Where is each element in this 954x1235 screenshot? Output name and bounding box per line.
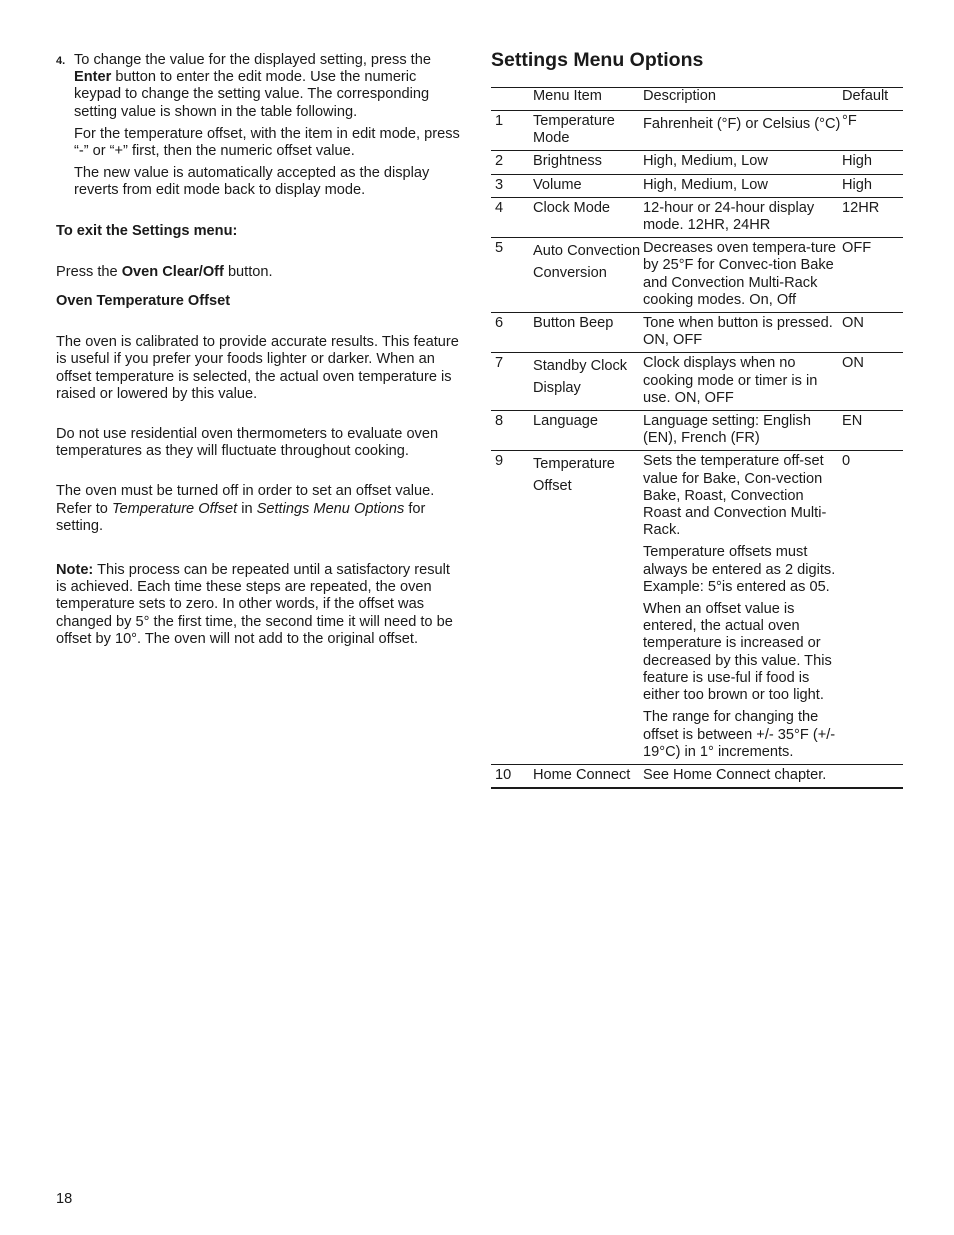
page-number: 18 [56, 1191, 73, 1207]
exit-settings-instruction: Press the Oven Clear/Off button. [56, 263, 273, 280]
row-default: High [842, 176, 873, 193]
offset-paragraph-2: Do not use residential oven thermometers to evaluate oven temperatures as they will fluctuate throughout cooking. [56, 426, 439, 460]
row-description: Clock displays when no cooking mode or timer is in use. ON, OFF [643, 355, 818, 406]
row-number: 9 [495, 453, 504, 470]
row-default: EN [842, 413, 863, 430]
row-menu-item: Brightness [533, 153, 602, 170]
row-description: High, Medium, Low [643, 153, 768, 170]
row-number: 10 [495, 766, 512, 783]
row-description: Language setting: English (EN), French (FR) [643, 413, 811, 447]
row-default: ON [842, 315, 864, 332]
step-4-paragraph-3: The new value is automatically accepted as the display reverts from edit mode back to display mode. [74, 165, 430, 199]
row-default [842, 764, 903, 788]
step-4-paragraph-1: To change the value for the displayed setting, press the Enter button to enter the edit mode. Use the numeric keypad to change the setting value. The corresponding setting value is shown in the table following. [74, 52, 431, 120]
row-menu-item: Volume [533, 176, 582, 193]
row-description: See Home Connect chapter. [643, 766, 827, 783]
table-row [491, 313, 903, 353]
row-number: 3 [495, 176, 504, 193]
table-row [491, 411, 903, 451]
row-menu-item: Temperature Offset [533, 456, 615, 495]
row-default: 12HR [842, 199, 880, 216]
header-number [491, 88, 533, 111]
table-row [491, 111, 903, 151]
row-number: 2 [495, 153, 504, 170]
left-column [56, 52, 462, 653]
offset-paragraph-3: The oven must be turned off in order to set an offset value. Refer to Temperature Offset in Settings Menu Options for setting. [56, 483, 435, 534]
row-menu-item: Button Beep [533, 315, 614, 332]
table-row [491, 174, 903, 197]
row-description: Tone when button is pressed. ON, OFF [643, 315, 833, 349]
table-row [491, 197, 903, 237]
exit-settings-heading: To exit the Settings menu: [56, 222, 238, 239]
row-default: OFF [842, 240, 872, 257]
row-number: 1 [495, 113, 504, 129]
table-row [491, 151, 903, 174]
row-number: 6 [495, 315, 504, 332]
header-description: Description [643, 88, 716, 104]
header-menu-item: Menu Item [533, 88, 602, 104]
row-description: Sets the temperature off-set value for Bake, Con-vection Bake, Roast, Convection Roast and Convection Multi-Rack. Temperature offsets must always be entered as 2 digits. Example: 5°is entered as 05. When an offset value is entered, the actual oven temperature is increased or decreased by this value. This feature is use-ful if food is either too brown or too light. The range for changing the offset is between +/- 35°F (+/- 19°C) in 1° increments. [643, 453, 836, 760]
table-header-row [491, 88, 903, 111]
row-number: 7 [495, 355, 504, 372]
row-menu-item: Language [533, 413, 598, 430]
table-row [491, 451, 903, 764]
row-default: °F [842, 113, 857, 129]
row-menu-item: Standby Clock Display [533, 358, 628, 397]
row-description: High, Medium, Low [643, 176, 768, 193]
step-4 [56, 52, 462, 200]
table-row [491, 238, 903, 313]
row-menu-item: Auto Convection Conversion [533, 243, 641, 282]
table-row [491, 353, 903, 411]
oven-temperature-offset-heading: Oven Temperature Offset [56, 293, 231, 310]
right-column [491, 48, 899, 789]
note-paragraph: Note: This process can be repeated until a satisfactory result is achieved. Each time these steps are repeated, the oven temperature sets to zero. In other words, if the offset was changed by 5° the first time, the second time it will need to be offset by 10°. The oven will not add to the original offset. [56, 562, 453, 647]
row-default: High [842, 153, 873, 170]
offset-paragraph-1: The oven is calibrated to provide accurate results. This feature is useful if you prefer your foods lighter or darker. When an offset temperature is selected, the actual oven temperature is raised or lowered by this value. [56, 334, 459, 402]
table-row [491, 764, 903, 788]
row-default: ON [842, 355, 864, 372]
row-menu-item: Home Connect [533, 766, 631, 783]
row-number: 8 [495, 413, 504, 430]
row-number: 4 [495, 199, 504, 216]
step-4-paragraph-2: For the temperature offset, with the item in edit mode, press “-” or “+” first, then the numeric offset value. [74, 125, 460, 160]
step-number: 4. [56, 55, 66, 67]
header-default: Default [842, 88, 889, 104]
row-description: Decreases oven tempera-ture by 25°F for Convec-tion Bake and Convection Multi-Rack cooking modes. On, Off [643, 240, 837, 308]
settings-menu-options-title: Settings Menu Options [491, 49, 704, 71]
row-menu-item: Clock Mode [533, 199, 611, 216]
row-description: 12-hour or 24-hour display mode. 12HR, 24HR [643, 199, 815, 234]
row-description: Fahrenheit (°F) or Celsius (°C) [643, 116, 841, 132]
row-number: 5 [495, 240, 504, 257]
row-menu-item: Temperature Mode [533, 113, 615, 147]
row-default: 0 [842, 453, 851, 470]
settings-table [491, 87, 903, 789]
